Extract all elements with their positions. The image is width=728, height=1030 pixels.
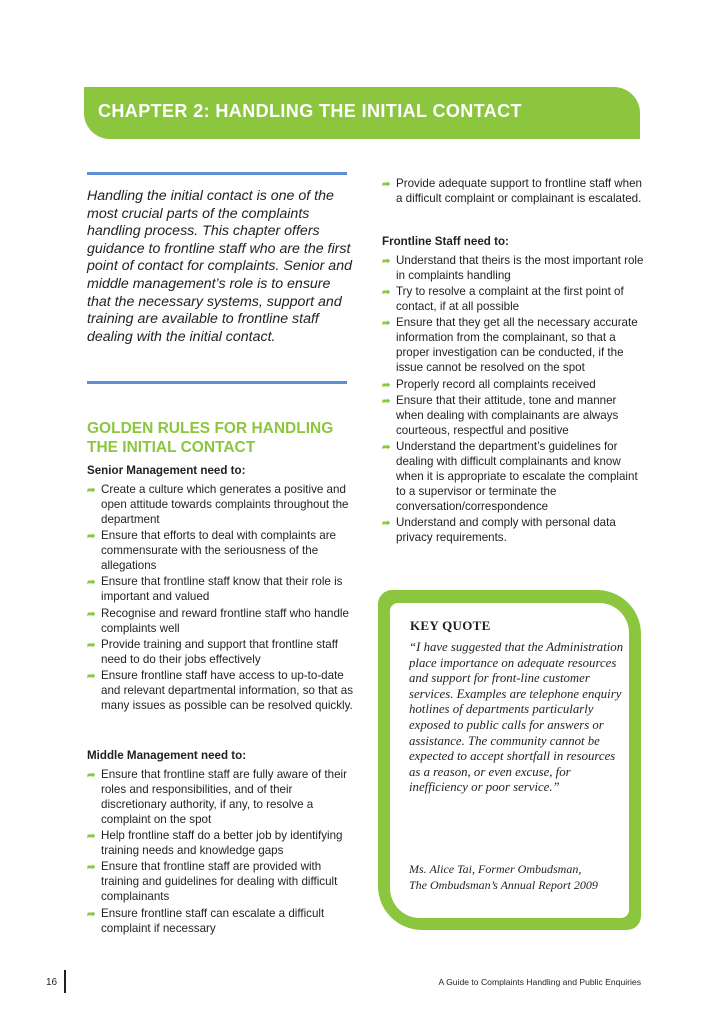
middle-management-heading: Middle Management need to: <box>87 749 247 762</box>
list-item: ➦ Ensure that they get all the necessary accurate information from the complainant, so that a proper investigation can be conducted, if the issue cannot be resolved on the spot <box>382 316 638 375</box>
golden-rules-heading-line1: GOLDEN RULES FOR HANDLING <box>87 420 334 437</box>
footer-title: A Guide to Complaints Handling and Public Enquiries <box>438 977 641 987</box>
frontline-staff-heading: Frontline Staff need to: <box>382 235 509 248</box>
green-arrow-icon: ➦ <box>382 256 391 267</box>
list-item: ➦ Create a culture which generates a positive and open attitude towards complaints throughout the department <box>87 483 349 526</box>
golden-rules-heading-line2: THE INITIAL CONTACT <box>87 439 256 456</box>
list-item: ➦ Ensure frontline staff have access to up-to-date and relevant departmental information, so that as many issues as possible can be resolved quickly. <box>87 668 353 712</box>
list-item: ➦ Understand the department’s guidelines for dealing with difficult complainants and know when it is appropriate to escalate the complaint to a supervisor or terminate the conversation/correspondence <box>382 439 638 513</box>
green-arrow-icon: ➦ <box>382 287 391 299</box>
green-arrow-icon: ➦ <box>87 908 96 920</box>
list-item: ➦ Ensure that efforts to deal with complaints are commensurate with the seriousness of the allegations <box>87 529 337 573</box>
key-quote-text: “I have suggested that the Administration place importance on adequate resources and support for front-line customer services. Examples are telephone enquiry hotlines of departments particularly exposed to public calls for answers or assistance. The community cannot be expected to accept shortfall in resources as a reason, or even excuse, for inefficiency or poor service.” <box>409 640 624 795</box>
chapter-title: CHAPTER 2: HANDLING THE INITIAL CONTACT <box>98 101 522 121</box>
green-arrow-icon: ➦ <box>87 531 96 543</box>
list-item: ➦ Provide adequate support to frontline staff when a difficult complaint or complainant is escalated. <box>382 177 642 205</box>
senior-management-list <box>87 482 355 714</box>
green-arrow-icon: ➦ <box>87 485 96 496</box>
list-item: ➦ Understand and comply with personal data privacy requirements. <box>382 516 616 545</box>
list-item: ➦ Ensure that frontline staff are fully aware of their roles and responsibilities, and of their discretionary authority, if any, to resolve a complaint on the spot <box>87 768 347 826</box>
middle-management-list <box>87 767 355 937</box>
green-arrow-icon: ➦ <box>87 831 96 843</box>
golden-rules-heading <box>87 419 357 457</box>
green-arrow-icon: ➦ <box>382 179 391 190</box>
list-item: ➦ Provide training and support that frontline staff need to do their jobs effectively <box>87 637 338 666</box>
page-number: 16 <box>46 977 58 988</box>
green-arrow-icon: ➦ <box>87 639 96 651</box>
list-item: ➦ Try to resolve a complaint at the first point of contact, if at all possible <box>382 285 624 314</box>
intro-paragraph: Handling the initial contact is one of the most crucial parts of the complaints handling process. This chapter offers guidance to frontline staff who are the first point of contact for complaints. Senior and middle management’s role is to ensure that the necessary systems, support and training are available to frontline staff dealing with the initial contact. <box>87 188 352 345</box>
list-item: ➦ Ensure that frontline staff know that their role is important and valued <box>87 575 343 604</box>
green-arrow-icon: ➦ <box>382 441 391 453</box>
green-arrow-icon: ➦ <box>87 608 96 620</box>
green-arrow-icon: ➦ <box>382 395 391 407</box>
intro-top-rule <box>87 172 347 175</box>
list-item: ➦ Recognise and reward frontline staff who handle complaints well <box>87 606 349 635</box>
list-item: ➦ Help frontline staff do a better job by identifying training needs and knowledge gaps <box>87 829 343 858</box>
frontline-staff-list <box>382 253 644 546</box>
list-item: ➦ Properly record all complaints received <box>382 377 596 391</box>
list-item: ➦ Understand that theirs is the most important role in complaints handling <box>382 254 644 282</box>
key-quote-source-line1: Ms. Alice Tai, Former Ombudsman, <box>409 862 582 876</box>
page-number-divider <box>64 970 66 993</box>
list-item: ➦ Ensure that their attitude, tone and manner when dealing with complainants are always courteous, respectful and positive <box>382 393 619 437</box>
chapter-banner <box>84 87 640 139</box>
green-arrow-icon: ➦ <box>87 862 96 874</box>
green-arrow-icon: ➦ <box>87 770 96 781</box>
key-quote-source-line2: The Ombudsman’s Annual Report 2009 <box>409 877 598 892</box>
green-arrow-icon: ➦ <box>87 577 96 589</box>
key-quote-title: KEY QUOTE <box>410 618 491 633</box>
senior-management-heading: Senior Management need to: <box>87 464 246 477</box>
list-item: ➦ Ensure that frontline staff are provided with training and guidelines for dealing with difficult complainants <box>87 860 338 904</box>
green-arrow-icon: ➦ <box>382 518 391 530</box>
green-arrow-icon: ➦ <box>382 318 391 330</box>
green-arrow-icon: ➦ <box>87 670 96 682</box>
green-arrow-icon: ➦ <box>382 379 391 391</box>
middle-management-list-continued <box>382 176 644 207</box>
list-item: ➦ Ensure frontline staff can escalate a difficult complaint if necessary <box>87 906 325 935</box>
intro-bottom-rule <box>87 381 347 384</box>
key-quote-source <box>409 862 624 893</box>
